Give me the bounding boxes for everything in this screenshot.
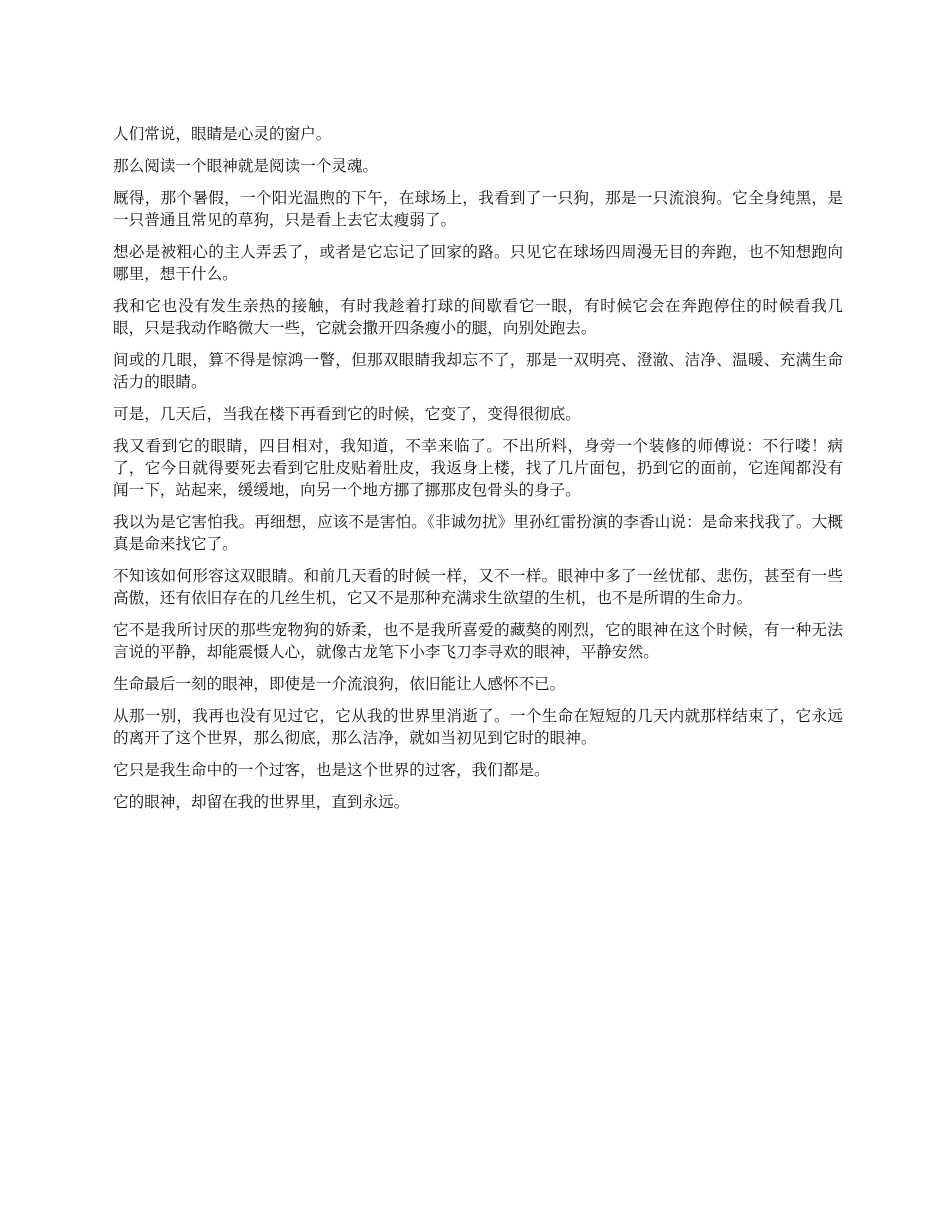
paragraph: 那么阅读一个眼神就是阅读一个灵魂。 — [113, 157, 379, 175]
paragraph: 想必是被粗心的主人弄丢了，或者是它忘记了回家的路。只见它在球场四周漫无目的奔跑，也不知想跑向哪里，想干什么。 — [113, 243, 843, 283]
document-body — [113, 123, 843, 823]
paragraph: 我又看到它的眼睛，四目相对，我知道，不幸来临了。不出所料，身旁一个装修的师傅说：不行喽！病了，它今日就得要死去看到它肚皮贴着肚皮，我返身上楼，找了几片面包，扔到它的面前，它连闻都没有闻一下，站起来，缓缓地，向另一个地方挪了挪那皮包骨头的身子。 — [113, 437, 843, 499]
paragraph: 生命最后一刻的眼神，即使是一介流浪狗，依旧能让人感怀不已。 — [113, 675, 566, 693]
paragraph: 从那一别，我再也没有见过它，它从我的世界里消逝了。一个生命在短短的几天内就那样结束了，它永远的离开了这个世界，那么彻底，那么洁净，就如当初见到它时的眼神。 — [113, 707, 843, 747]
paragraph: 厩得，那个暑假，一个阳光温煦的下午，在球场上，我看到了一只狗，那是一只流浪狗。它全身纯黑，是一只普通且常见的草狗，只是看上去它太瘦弱了。 — [113, 189, 843, 229]
paragraph: 不知该如何形容这双眼睛。和前几天看的时候一样，又不一样。眼神中多了一丝忧郁、悲伤，甚至有一些高傲，还有依旧存在的几丝生机，它又不是那种充满求生欲望的生机，也不是所谓的生命力。 — [113, 567, 843, 607]
paragraph: 我和它也没有发生亲热的接触，有时我趁着打球的间歇看它一眼，有时候它会在奔跑停住的时候看我几眼，只是我动作略微大一些，它就会撒开四条瘦小的腿，向别处跑去。 — [113, 297, 843, 337]
paragraph: 间或的几眼，算不得是惊鸿一瞥，但那双眼睛我却忘不了，那是一双明亮、澄澈、洁净、温暖、充满生命活力的眼睛。 — [113, 351, 843, 391]
paragraph: 可是，几天后，当我在楼下再看到它的时候，它变了，变得很彻底。 — [113, 405, 581, 423]
paragraph: 人们常说，眼睛是心灵的窗户。 — [113, 125, 332, 143]
paragraph: 它的眼神，却留在我的世界里，直到永远。 — [113, 793, 410, 811]
paragraph: 它只是我生命中的一个过客，也是这个世界的过客，我们都是。 — [113, 761, 550, 779]
paragraph: 我以为是它害怕我。再细想，应该不是害怕。《非诚勿扰》里孙红雷扮演的李香山说：是命来找我了。大概真是命来找它了。 — [113, 513, 843, 553]
paragraph: 它不是我所讨厌的那些宠物狗的娇柔，也不是我所喜爱的藏獒的刚烈，它的眼神在这个时候，有一种无法言说的平静，却能震慑人心，就像古龙笔下小李飞刀李寻欢的眼神，平静安然。 — [113, 621, 843, 661]
